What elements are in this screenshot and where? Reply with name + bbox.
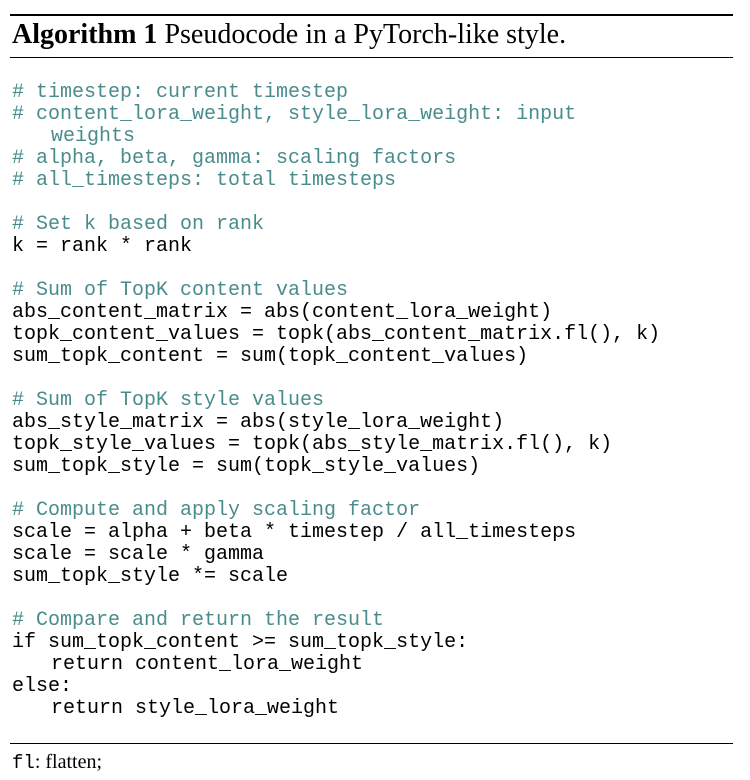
code-line: # timestep: current timestep: [12, 81, 349, 104]
code-line: sum_topk_content = sum(topk_content_values): [12, 345, 529, 368]
code-line: # content_lora_weight, style_lora_weight: input: [12, 103, 577, 126]
footnote-definition: : flatten;: [34, 751, 103, 773]
algorithm-caption: [12, 18, 566, 52]
code-line: scale = scale * gamma: [12, 543, 265, 566]
code-line: [12, 588, 660, 610]
code-line: # Sum of TopK style values: [12, 389, 325, 412]
code-line: [12, 192, 660, 214]
pseudocode-block: [12, 82, 660, 720]
code-line: # Set k based on rank: [12, 213, 265, 236]
code-line: if sum_topk_content >= sum_topk_style:: [12, 631, 469, 654]
code-line: abs_content_matrix = abs(content_lora_weight): [12, 301, 553, 324]
top-rule: [10, 14, 733, 16]
caption-rule: [10, 57, 733, 58]
code-line: abs_style_matrix = abs(style_lora_weight): [12, 411, 505, 434]
code-line: return content_lora_weight: [51, 653, 364, 676]
code-line: scale = alpha + beta * timestep / all_timesteps: [12, 521, 577, 544]
code-line: sum_topk_style = sum(topk_style_values): [12, 455, 481, 478]
bottom-rule: [10, 743, 733, 744]
code-line: topk_content_values = topk(abs_content_matrix.fl(), k): [12, 323, 661, 346]
code-line: k = rank * rank: [12, 235, 193, 258]
code-line: sum_topk_style *= scale: [12, 565, 289, 588]
code-line: # alpha, beta, gamma: scaling factors: [12, 147, 457, 170]
algorithm-label: Algorithm 1: [12, 19, 158, 50]
footnote: [12, 750, 102, 775]
code-line: # Compare and return the result: [12, 609, 385, 632]
algorithm-title: Pseudocode in a PyTorch-like style.: [164, 19, 567, 50]
code-line: # all_timesteps: total timesteps: [12, 169, 397, 192]
code-line: weights: [51, 125, 136, 148]
code-line: [12, 258, 660, 280]
code-line: # Sum of TopK content values: [12, 279, 349, 302]
footnote-term: fl: [12, 752, 35, 774]
code-line: return style_lora_weight: [51, 697, 340, 720]
code-line: [12, 478, 660, 500]
code-line: # Compute and apply scaling factor: [12, 499, 421, 522]
code-line: else:: [12, 675, 73, 698]
code-line: [12, 368, 660, 390]
code-line: topk_style_values = topk(abs_style_matrix.fl(), k): [12, 433, 613, 456]
